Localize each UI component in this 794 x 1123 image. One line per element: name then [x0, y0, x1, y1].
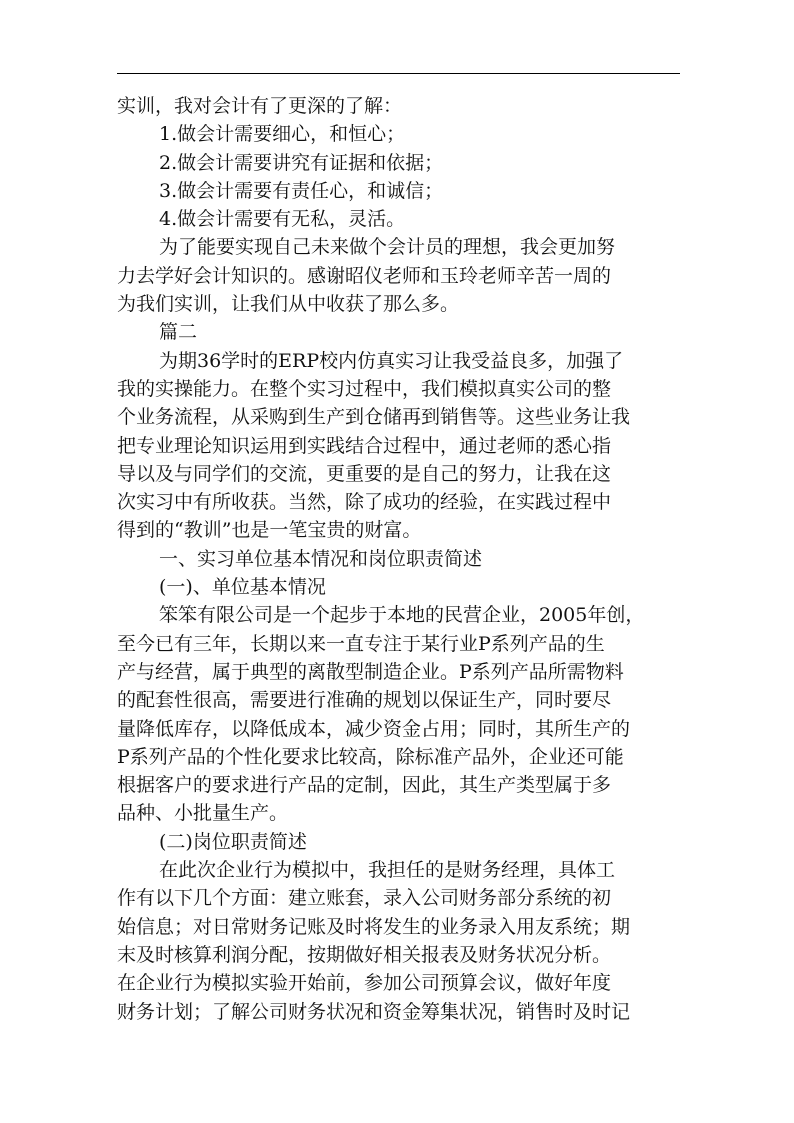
text-line: 为我们实训，让我们从中收获了那么多。 [117, 293, 460, 316]
text-line: P系列产品的个性化要求比较高，除标准产品外，企业还可能 [117, 745, 624, 768]
text-line: 得到的“教训”也是一笔宝贵的财富。 [117, 519, 422, 542]
text-line: 至今已有三年，长期以来一直专注于某行业P系列产品的生 [117, 632, 605, 655]
text-line: 力去学好会计知识的。感谢昭仪老师和玉玲老师辛苦一周的 [117, 264, 612, 287]
text-line: 个业务流程，从采购到生产到仓储再到销售等。这些业务让我 [117, 406, 631, 429]
text-line: 3.做会计需要有责任心，和诚信； [159, 179, 444, 202]
text-line: 实训，我对会计有了更深的了解： [117, 95, 403, 117]
text-line: 作有以下几个方面：建立账套，录入公司财务部分系统的初 [117, 887, 612, 910]
text-line: 量降低库存，以降低成本，减少资金占用；同时，其所生产的 [117, 717, 631, 740]
text-line: 在此次企业行为模拟中，我担任的是财务经理，具体工 [159, 859, 616, 882]
text-line: 产与经营，属于典型的离散型制造企业。P系列产品所需物料 [117, 660, 624, 683]
text-line: (二)岗位职责简述 [159, 830, 307, 853]
text-line: 财务计划；了解公司财务状况和资金筹集状况，销售时及时记 [117, 1000, 631, 1023]
header-rule [117, 73, 680, 74]
text-line: 为了能要实现自己未来做个会计员的理想，我会更加努 [159, 236, 616, 259]
text-line: 2.做会计需要讲究有证据和依据； [159, 151, 444, 174]
document-body [117, 92, 687, 1026]
text-line: 根据客户的要求进行产品的定制，因此，其生产类型属于多 [117, 774, 612, 797]
text-line: 始信息；对日常财务记账及时将发生的业务录入用友系统；期 [117, 915, 631, 938]
text-line: 末及时核算利润分配，按期做好相关报表及财务状况分析。 [117, 943, 612, 966]
text-line: 品种、小批量生产。 [117, 802, 289, 825]
text-line: 为期36学时的ERP校内仿真实习让我受益良多，加强了 [159, 349, 624, 372]
text-line: 的配套性很高，需要进行准确的规划以保证生产，同时要尽 [117, 689, 612, 712]
text-line: 1.做会计需要细心，和恒心； [159, 123, 406, 146]
text-line: 次实习中有所收获。当然，除了成功的经验，在实践过程中 [117, 491, 612, 514]
text-line: 我的实操能力。在整个实习过程中，我们模拟真实公司的整 [117, 377, 612, 400]
text-line: 笨笨有限公司是一个起步于本地的民营企业，2005年创， [159, 604, 645, 627]
text-line: 一、实习单位基本情况和岗位职责简述 [159, 547, 483, 570]
text-line: 篇二 [159, 321, 198, 344]
text-line: 把专业理论知识运用到实践结合过程中，通过老师的悉心指 [117, 434, 612, 457]
text-line: (一)、单位基本情况 [159, 576, 326, 599]
text-line: 在企业行为模拟实验开始前，参加公司预算会议，做好年度 [117, 972, 612, 995]
text-line: 4.做会计需要有无私，灵活。 [159, 208, 406, 231]
text-line: 导以及与同学们的交流，更重要的是自己的努力，让我在这 [117, 462, 612, 485]
